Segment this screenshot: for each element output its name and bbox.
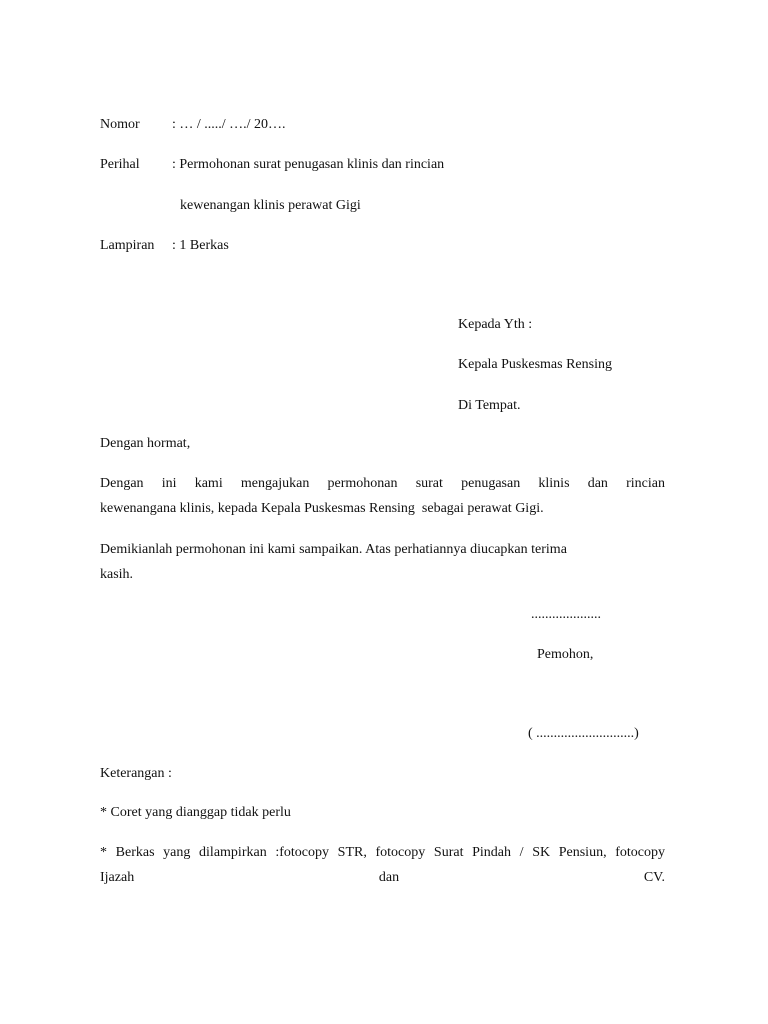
signature-role: Pemohon, bbox=[537, 647, 594, 662]
greeting: Dengan hormat, bbox=[100, 436, 191, 451]
perihal-label: Perihal bbox=[100, 157, 140, 172]
note-2-word-cv: CV. bbox=[643, 870, 665, 885]
paragraph1-line1: Dengan ini kami mengajukan permohonan surat penugasan klinis dan rincian bbox=[100, 476, 665, 491]
perihal-value-line1: : Permohonan surat penugasan klinis dan rincian bbox=[172, 157, 445, 172]
paragraph2-line2: kasih. bbox=[100, 567, 134, 582]
nomor-value: : … / ...../ …./ 20…. bbox=[172, 117, 286, 132]
lampiran-value: : 1 Berkas bbox=[172, 238, 229, 253]
lampiran-label: Lampiran bbox=[100, 238, 155, 253]
recipient-line2: Kepala Puskesmas Rensing bbox=[458, 357, 612, 372]
note-1: * Coret yang dianggap tidak perlu bbox=[100, 805, 291, 820]
note-2-line1: * Berkas yang dilampirkan :fotocopy STR, fotocopy Surat Pindah / SK Pensiun, fotocopy bbox=[100, 845, 665, 860]
nomor-label: Nomor bbox=[100, 117, 140, 132]
signature-name-placeholder: ( ............................) bbox=[528, 726, 639, 741]
perihal-value-line2: kewenangan klinis perawat Gigi bbox=[180, 198, 361, 213]
signature-date-placeholder: .................... bbox=[531, 607, 601, 622]
note-2-word-ijazah: Ijazah bbox=[100, 870, 135, 885]
note-2-line2 bbox=[100, 869, 665, 887]
recipient-line3: Di Tempat. bbox=[458, 398, 521, 413]
note-2-word-dan: dan bbox=[378, 870, 400, 885]
paragraph1-line2: kewenangana klinis, kepada Kepala Puskesmas Rensing sebagai perawat Gigi. bbox=[100, 501, 544, 516]
notes-title: Keterangan : bbox=[100, 766, 172, 781]
paragraph2-line1: Demikianlah permohonan ini kami sampaikan. Atas perhatiannya diucapkan terima bbox=[100, 542, 567, 557]
recipient-line1: Kepada Yth : bbox=[458, 317, 533, 332]
